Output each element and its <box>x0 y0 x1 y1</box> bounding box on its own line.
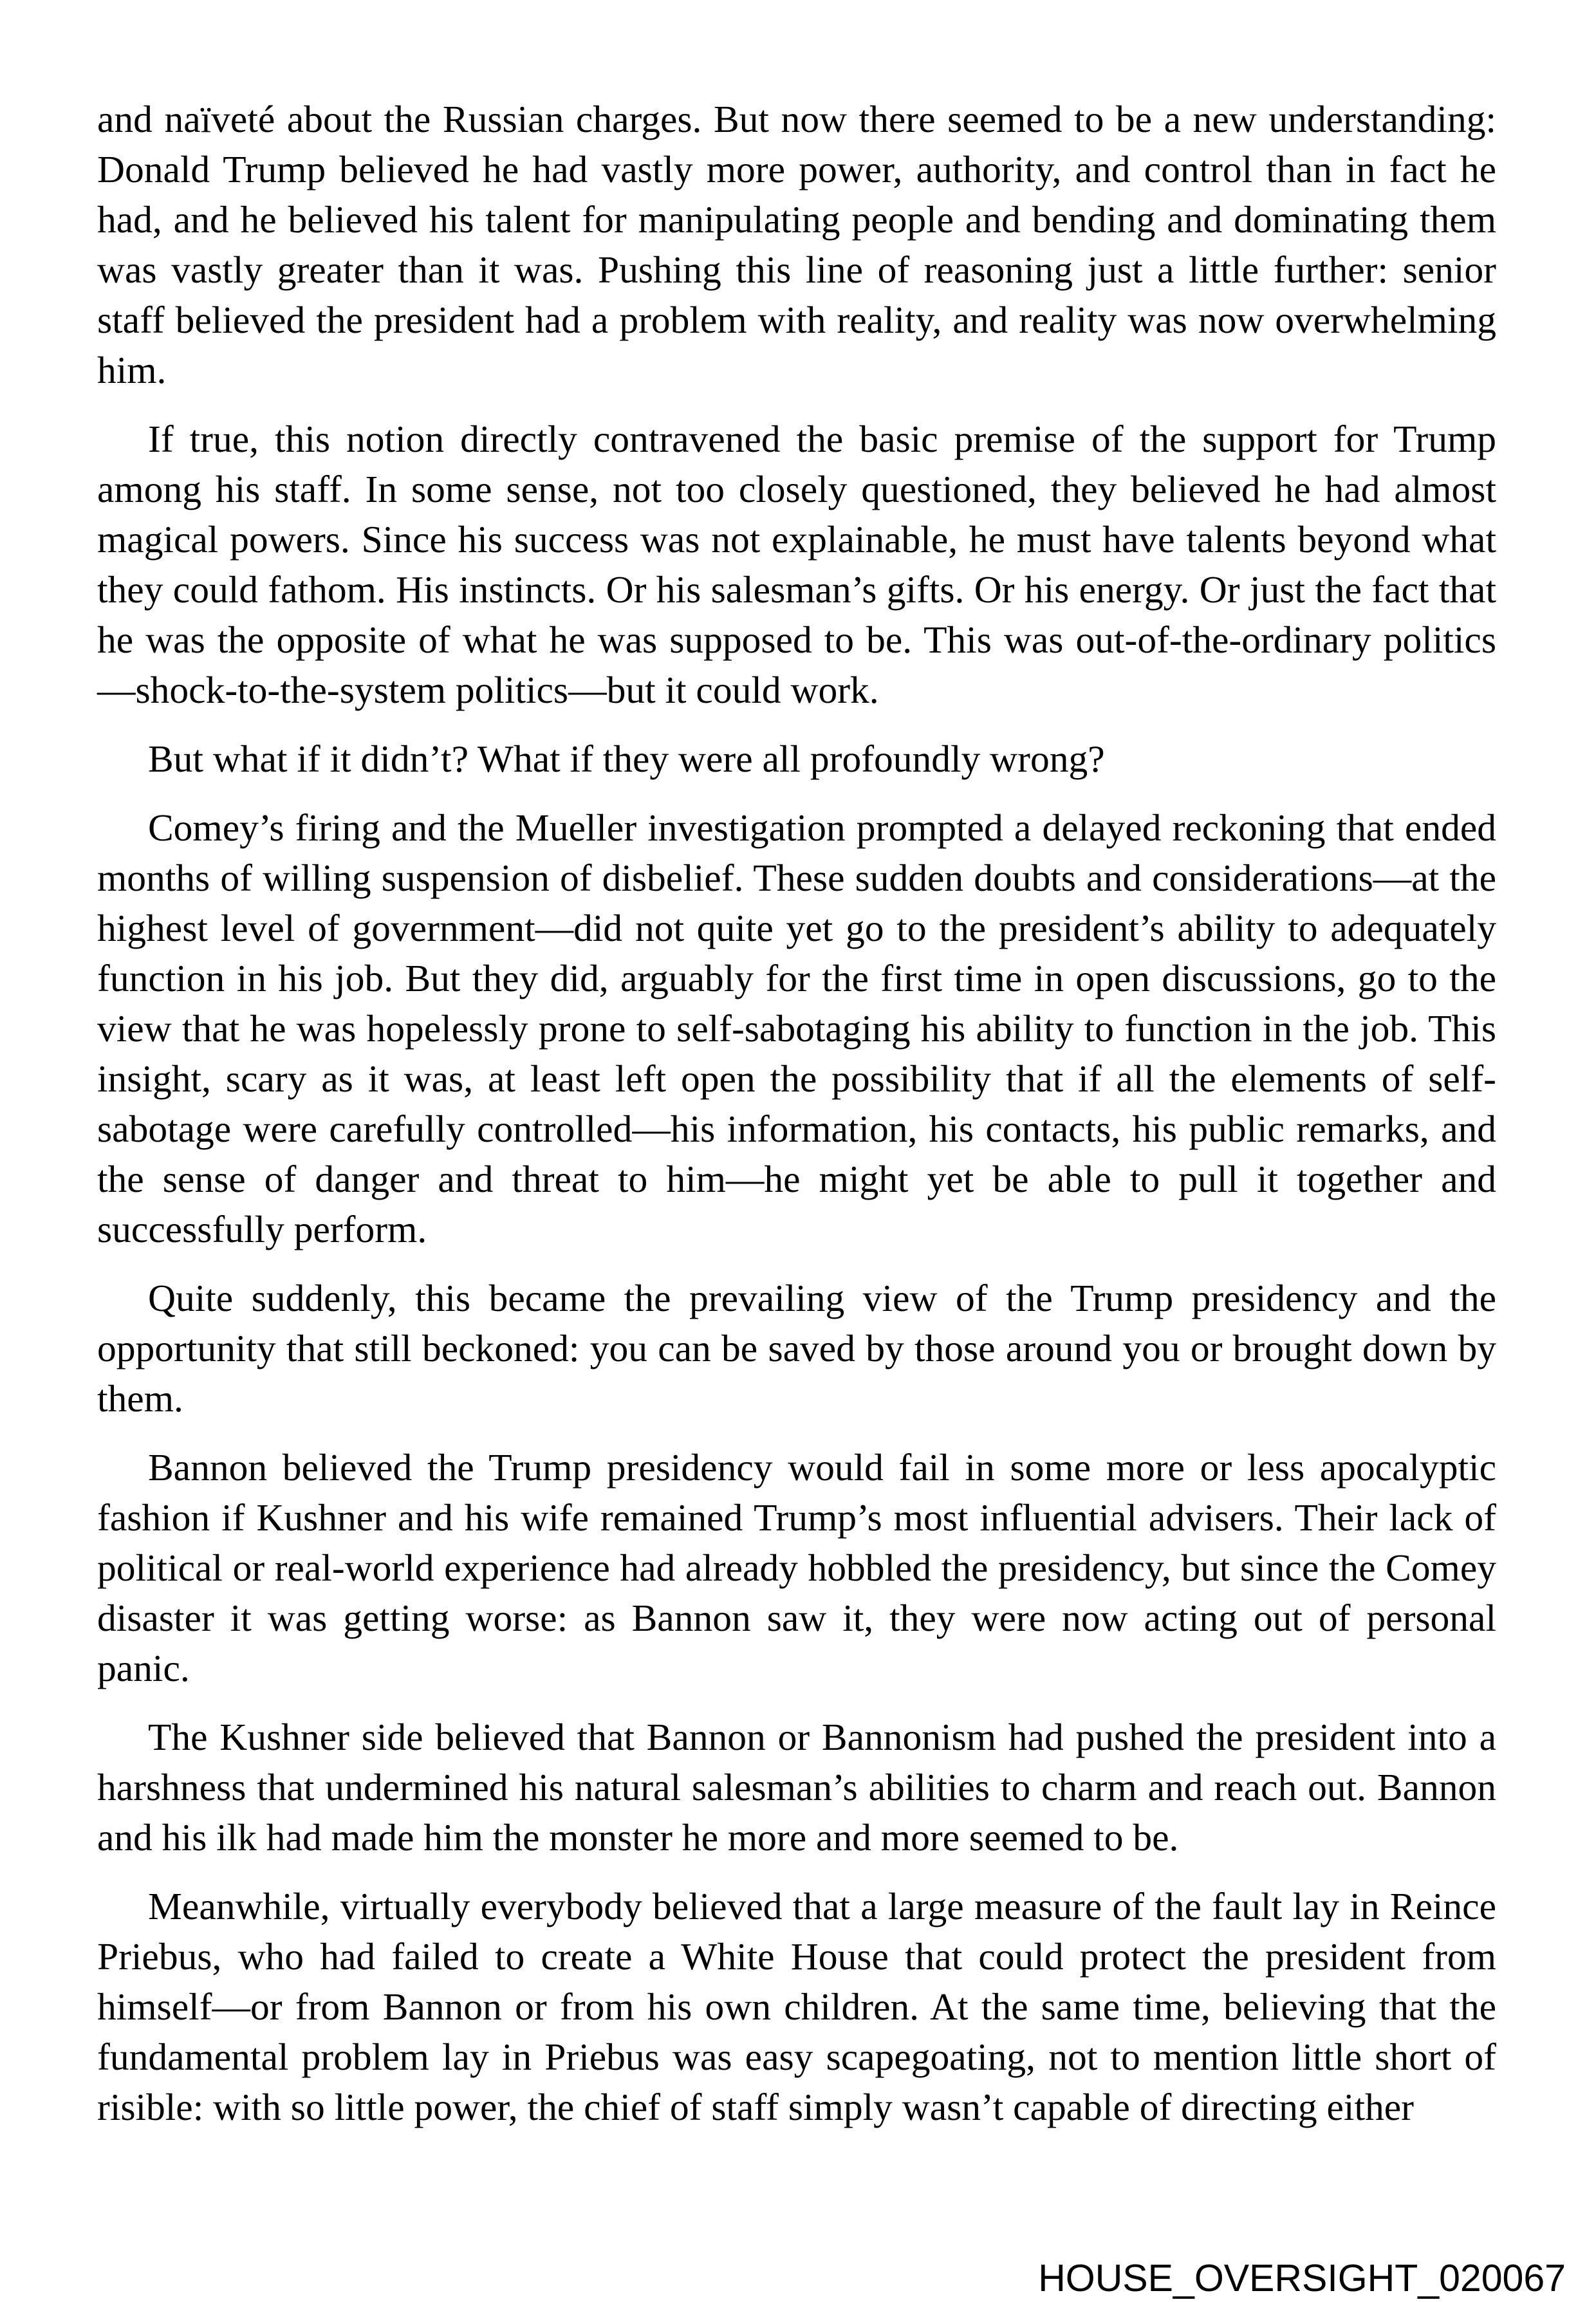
paragraph-1: and naïveté about the Russian charges. But now there seemed to be a new understanding: Donald Trump believed he had vastly more power, authority, and control than in fact he had, and he believed his talent for manipulating people and bending and dominating them was vastly greater than it was. Pushing this line of reasoning just a little further: senior staff believed the president had a problem with reality, and reality was now overwhelming him. <box>97 98 1496 391</box>
bates-number: HOUSE_OVERSIGHT_020067 <box>1038 2257 1566 2299</box>
document-body <box>97 94 1496 2151</box>
paragraph-8: Meanwhile, virtually everybody believed that a large measure of the fault lay in Reince Priebus, who had failed to create a White House that could protect the president from himself—or from Bannon or from his own children. At the same time, believing that the fundamental problem lay in Priebus was easy scapegoating, not to mention little short of risible: with so little power, the chief of staff simply wasn’t capable of directing either <box>97 1885 1496 2128</box>
paragraph-6: Bannon believed the Trump presidency would fail in some more or less apocalyptic fashion if Kushner and his wife remained Trump’s most influential advisers. Their lack of political or real-world experience had already hobbled the presidency, but since the Comey disaster it was getting worse: as Bannon saw it, they were now acting out of personal panic. <box>97 1446 1496 1689</box>
paragraph-2: If true, this notion directly contravened the basic premise of the support for Trump among his staff. In some sense, not too closely questioned, they believed he had almost magical powers. Since his success was not explainable, he must have talents beyond what they could fathom. His instincts. Or his salesman’s gifts. Or his energy. Or just the fact that he was the opposite of what he was supposed to be. This was out-of-the-ordinary politics—shock-to-the-system politics—but it could work. <box>97 418 1496 711</box>
paragraph-3: But what if it didn’t? What if they were all profoundly wrong? <box>148 738 1105 780</box>
paragraph-7: The Kushner side believed that Bannon or Bannonism had pushed the president into a harshness that undermined his natural salesman’s abilities to charm and reach out. Bannon and his ilk had made him the monster he more and more seemed to be. <box>97 1716 1496 1859</box>
paragraph-4: Comey’s firing and the Mueller investigation prompted a delayed reckoning that ended months of willing suspension of disbelief. These sudden doubts and considerations—at the highest level of government—did not quite yet go to the president’s ability to adequately function in his job. But they did, arguably for the first time in open discussions, go to the view that he was hopelessly prone to self-sabotaging his ability to function in the job. This insight, scary as it was, at least left open the possibility that if all the elements of self-sabotage were carefully controlled—his information, his contacts, his public remarks, and the sense of danger and threat to him—he might yet be able to pull it together and successfully perform. <box>97 806 1496 1250</box>
paragraph-5: Quite suddenly, this became the prevailing view of the Trump presidency and the opportunity that still beckoned: you can be saved by those around you or brought down by them. <box>97 1277 1496 1420</box>
